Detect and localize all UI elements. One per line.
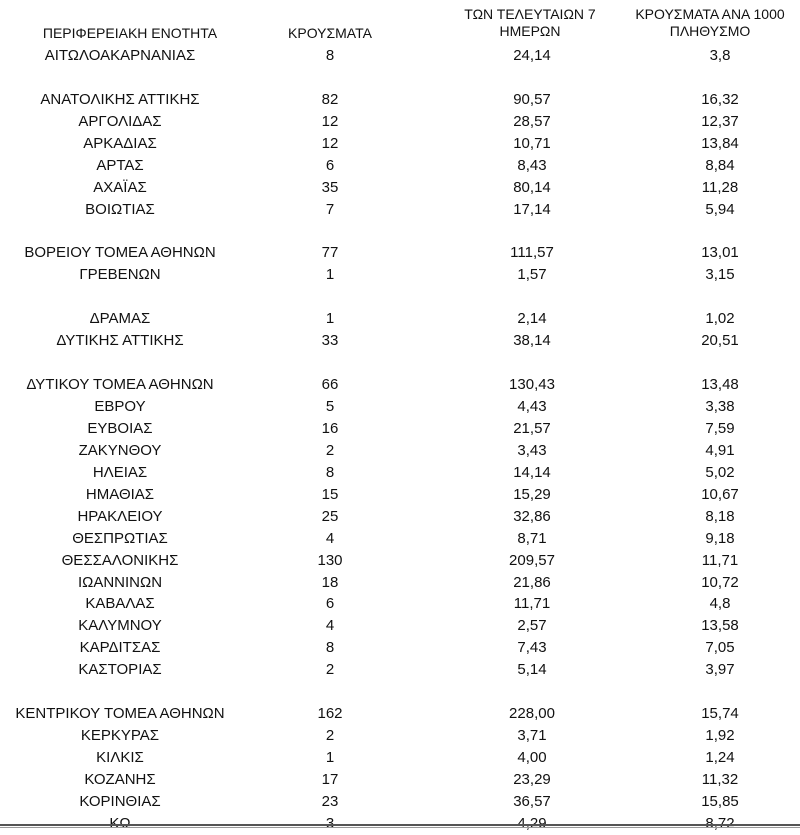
last-7-days-cell: 24,14 [513, 47, 551, 64]
table-row [0, 615, 800, 637]
region-cell: ΘΕΣΠΡΩΤΙΑΣ [72, 529, 168, 547]
header-last-7-days-line2: ΗΜΕΡΩΝ [499, 23, 561, 39]
cases-per-1000-cell: 8,84 [705, 156, 735, 174]
cases-per-1000-cell: 1,92 [705, 727, 735, 745]
last-7-days-cell: 4,43 [517, 398, 547, 415]
header-cases-per-1000 [620, 6, 800, 40]
last-7-days-cell: 130,43 [509, 376, 555, 394]
cases-cell: 6 [325, 595, 335, 613]
region-cell: ΓΡΕΒΕΝΩΝ [79, 266, 161, 284]
region-cell: ΗΛΕΙΑΣ [92, 463, 148, 481]
region-cell: ΑΡΚΑΔΙΑΣ [83, 134, 157, 152]
table-header [0, 0, 800, 44]
region-cell: ΒΟΡΕΙΟΥ ΤΟΜΕΑ ΑΘΗΝΩΝ [24, 244, 216, 262]
table-row [0, 177, 800, 199]
table-row [0, 703, 800, 725]
cases-per-1000-cell: 16,32 [701, 90, 739, 108]
table-row [0, 111, 800, 133]
cases-per-1000-cell: 5,02 [705, 463, 735, 481]
table-row [0, 374, 800, 396]
table-spacer-row [0, 221, 800, 243]
cases-per-1000-cell: 4,8 [709, 595, 731, 613]
table-row [0, 89, 800, 111]
table-row [0, 264, 800, 286]
header-last-7-days [420, 6, 640, 40]
table-body [0, 45, 800, 835]
cases-cell: 2 [325, 727, 335, 745]
header-cases: ΚΡΟΥΣΜΑΤΑ [288, 25, 372, 41]
last-7-days-cell: 7,43 [517, 639, 547, 657]
cases-per-1000-cell: 3,97 [705, 661, 735, 679]
table-row [0, 330, 800, 352]
last-7-days-cell: 90,57 [513, 90, 551, 108]
table-row [0, 593, 800, 615]
region-cell: ΚΕΝΤΡΙΚΟΥ ΤΟΜΕΑ ΑΘΗΝΩΝ [15, 705, 225, 723]
last-7-days-cell: 21,57 [513, 419, 551, 437]
table-row [0, 484, 800, 506]
table-spacer-row [0, 681, 800, 703]
cases-per-1000-cell: 5,94 [705, 200, 735, 218]
region-cell: ΑΙΤΩΛΟΑΚΑΡΝΑΝΙΑΣ [44, 47, 196, 64]
cases-per-1000-cell: 15,85 [701, 792, 739, 810]
region-cell: ΚΟΡΙΝΘΙΑΣ [79, 792, 161, 810]
cases-per-1000-cell: 13,58 [701, 617, 739, 635]
header-last-7-days-line1: ΤΩΝ ΤΕΛΕΥΤΑΙΩΝ 7 [464, 6, 596, 22]
cases-per-1000-cell: 3,38 [705, 398, 735, 415]
table-row [0, 637, 800, 659]
cases-cell: 5 [325, 398, 335, 415]
table-row [0, 572, 800, 594]
cases-per-1000-cell: 4,91 [705, 441, 735, 459]
last-7-days-cell: 32,86 [513, 507, 551, 525]
last-7-days-cell: 17,14 [513, 200, 551, 218]
cases-per-1000-cell: 1,02 [705, 310, 735, 328]
cases-cell: 1 [325, 310, 335, 328]
cases-cell: 33 [321, 332, 339, 350]
cases-cell: 3 [325, 814, 335, 832]
cases-cell: 23 [321, 792, 339, 810]
cases-cell: 6 [325, 156, 335, 174]
cases-per-1000-cell: 3,15 [705, 266, 735, 284]
cases-cell: 1 [325, 266, 335, 284]
cases-cell: 4 [325, 617, 335, 635]
cases-per-1000-cell: 11,71 [701, 551, 739, 569]
region-cell: ΕΒΡΟΥ [94, 398, 146, 415]
cases-cell: 12 [321, 112, 339, 130]
cases-per-1000-cell: 13,84 [701, 134, 739, 152]
cases-per-1000-cell: 7,05 [705, 639, 735, 657]
last-7-days-cell: 4,00 [517, 749, 547, 766]
cases-cell: 82 [321, 90, 339, 108]
region-cell: ΖΑΚΥΝΘΟΥ [78, 441, 162, 459]
region-cell: ΙΩΑΝΝΙΝΩΝ [77, 573, 163, 591]
table-row [0, 199, 800, 221]
header-cases-per-1000-line1: ΚΡΟΥΣΜΑΤΑ ΑΝΑ 1000 [635, 6, 785, 22]
last-7-days-cell: 3,71 [517, 727, 547, 745]
last-7-days-cell: 11,71 [513, 595, 551, 613]
cases-per-1000-cell: 13,01 [701, 244, 739, 262]
cases-cell: 2 [325, 661, 335, 679]
region-cell: ΚΟΖΑΝΗΣ [84, 770, 156, 788]
last-7-days-cell: 228,00 [509, 705, 555, 723]
last-7-days-cell: 15,29 [513, 485, 551, 503]
region-cell: ΕΥΒΟΙΑΣ [87, 419, 153, 437]
cases-per-1000-cell: 1,24 [705, 749, 735, 766]
table-row [0, 659, 800, 681]
region-cell: ΑΡΤΑΣ [96, 156, 144, 174]
table-row [0, 769, 800, 791]
cases-cell: 66 [321, 376, 339, 394]
table-spacer-row [0, 352, 800, 374]
last-7-days-cell: 2,14 [517, 310, 547, 328]
cases-per-1000-cell: 3,8 [709, 47, 731, 64]
cases-per-1000-cell: 15,74 [701, 705, 739, 723]
cases-cell: 8 [325, 639, 335, 657]
last-7-days-cell: 8,43 [517, 156, 547, 174]
table-row [0, 528, 800, 550]
region-cell: ΑΧΑΪΑΣ [93, 178, 147, 196]
region-cell: ΔΥΤΙΚΟΥ ΤΟΜΕΑ ΑΘΗΝΩΝ [26, 376, 214, 394]
cases-per-1000-cell: 11,28 [701, 178, 739, 196]
table-row [0, 396, 800, 418]
table-row [0, 242, 800, 264]
cases-cell: 77 [321, 244, 339, 262]
cases-cell: 17 [321, 770, 339, 788]
cases-cell: 8 [325, 463, 335, 481]
table-row [0, 791, 800, 813]
cases-cell: 8 [325, 47, 335, 64]
region-cell: ΗΜΑΘΙΑΣ [85, 485, 155, 503]
region-cell: ΚΑΛΥΜΝΟΥ [78, 617, 162, 635]
last-7-days-cell: 36,57 [513, 792, 551, 810]
cases-cell: 130 [317, 551, 343, 569]
last-7-days-cell: 21,86 [513, 573, 551, 591]
last-7-days-cell: 28,57 [513, 112, 551, 130]
table-spacer-row [0, 286, 800, 308]
cases-per-1000-cell: 8,72 [705, 814, 735, 832]
last-7-days-cell: 1,57 [517, 266, 547, 284]
region-cell: ΚΑΒΑΛΑΣ [85, 595, 155, 613]
cases-per-1000-cell: 10,67 [701, 485, 739, 503]
table-row [0, 462, 800, 484]
region-cell: ΚΑΡΔΙΤΣΑΣ [79, 639, 161, 657]
cases-per-1000-cell: 11,32 [701, 770, 739, 788]
cases-cell: 35 [321, 178, 339, 196]
cases-per-1000-cell: 9,18 [705, 529, 735, 547]
region-cell: ΗΡΑΚΛΕΙΟΥ [77, 507, 163, 525]
cases-per-1000-cell: 20,51 [701, 332, 739, 350]
last-7-days-cell: 80,14 [513, 178, 551, 196]
region-cell: ΚΑΣΤΟΡΙΑΣ [78, 661, 162, 679]
header-cases-per-1000-line2: ΠΛΗΘΥΣΜΟ [669, 23, 751, 39]
cases-cell: 15 [321, 485, 339, 503]
cases-cell: 7 [325, 200, 335, 218]
bottom-divider-secondary [0, 827, 800, 828]
cases-per-1000-cell: 13,48 [701, 376, 739, 394]
cases-per-1000-cell: 12,37 [701, 112, 739, 130]
region-cell: ΔΡΑΜΑΣ [89, 310, 151, 328]
header-region: ΠΕΡΙΦΕΡΕΙΑΚΗ ΕΝΟΤΗΤΑ [42, 25, 218, 41]
last-7-days-cell: 4,29 [517, 814, 547, 832]
cases-per-1000-cell: 10,72 [701, 573, 739, 591]
region-cell: ΒΟΙΩΤΙΑΣ [85, 200, 155, 218]
last-7-days-cell: 8,71 [517, 529, 547, 547]
last-7-days-cell: 209,57 [509, 551, 555, 569]
table-row [0, 440, 800, 462]
table-row [0, 308, 800, 330]
region-cell: ΑΡΓΟΛΙΔΑΣ [78, 112, 162, 130]
cases-cell: 16 [321, 419, 339, 437]
cases-cell: 25 [321, 507, 339, 525]
last-7-days-cell: 3,43 [517, 441, 547, 459]
last-7-days-cell: 14,14 [513, 463, 551, 481]
table-row [0, 725, 800, 747]
bottom-divider [0, 824, 800, 826]
last-7-days-cell: 38,14 [513, 332, 551, 350]
last-7-days-cell: 5,14 [517, 661, 547, 679]
table-row [0, 155, 800, 177]
cases-cell: 18 [321, 573, 339, 591]
table-row [0, 418, 800, 440]
cases-cell: 162 [317, 705, 343, 723]
region-cell: ΘΕΣΣΑΛΟΝΙΚΗΣ [61, 551, 179, 569]
last-7-days-cell: 10,71 [513, 134, 551, 152]
cases-cell: 4 [325, 529, 335, 547]
cases-cell: 2 [325, 441, 335, 459]
last-7-days-cell: 111,57 [510, 244, 554, 262]
cases-cell: 1 [325, 749, 335, 766]
last-7-days-cell: 2,57 [517, 617, 547, 635]
region-cell: ΚΕΡΚΥΡΑΣ [80, 727, 160, 745]
last-7-days-cell: 23,29 [513, 770, 551, 788]
table-row [0, 506, 800, 528]
table-row [0, 45, 800, 67]
table-spacer-row [0, 67, 800, 89]
region-cell: ΑΝΑΤΟΛΙΚΗΣ ΑΤΤΙΚΗΣ [40, 90, 200, 108]
region-cell: ΚΩ [109, 814, 131, 832]
table-row [0, 133, 800, 155]
table-row [0, 747, 800, 769]
cases-cell: 12 [321, 134, 339, 152]
region-cell: ΔΥΤΙΚΗΣ ΑΤΤΙΚΗΣ [56, 332, 184, 350]
cases-per-1000-cell: 8,18 [705, 507, 735, 525]
cases-per-1000-cell: 7,59 [705, 419, 735, 437]
region-cell: ΚΙΛΚΙΣ [96, 749, 144, 766]
table-row [0, 550, 800, 572]
